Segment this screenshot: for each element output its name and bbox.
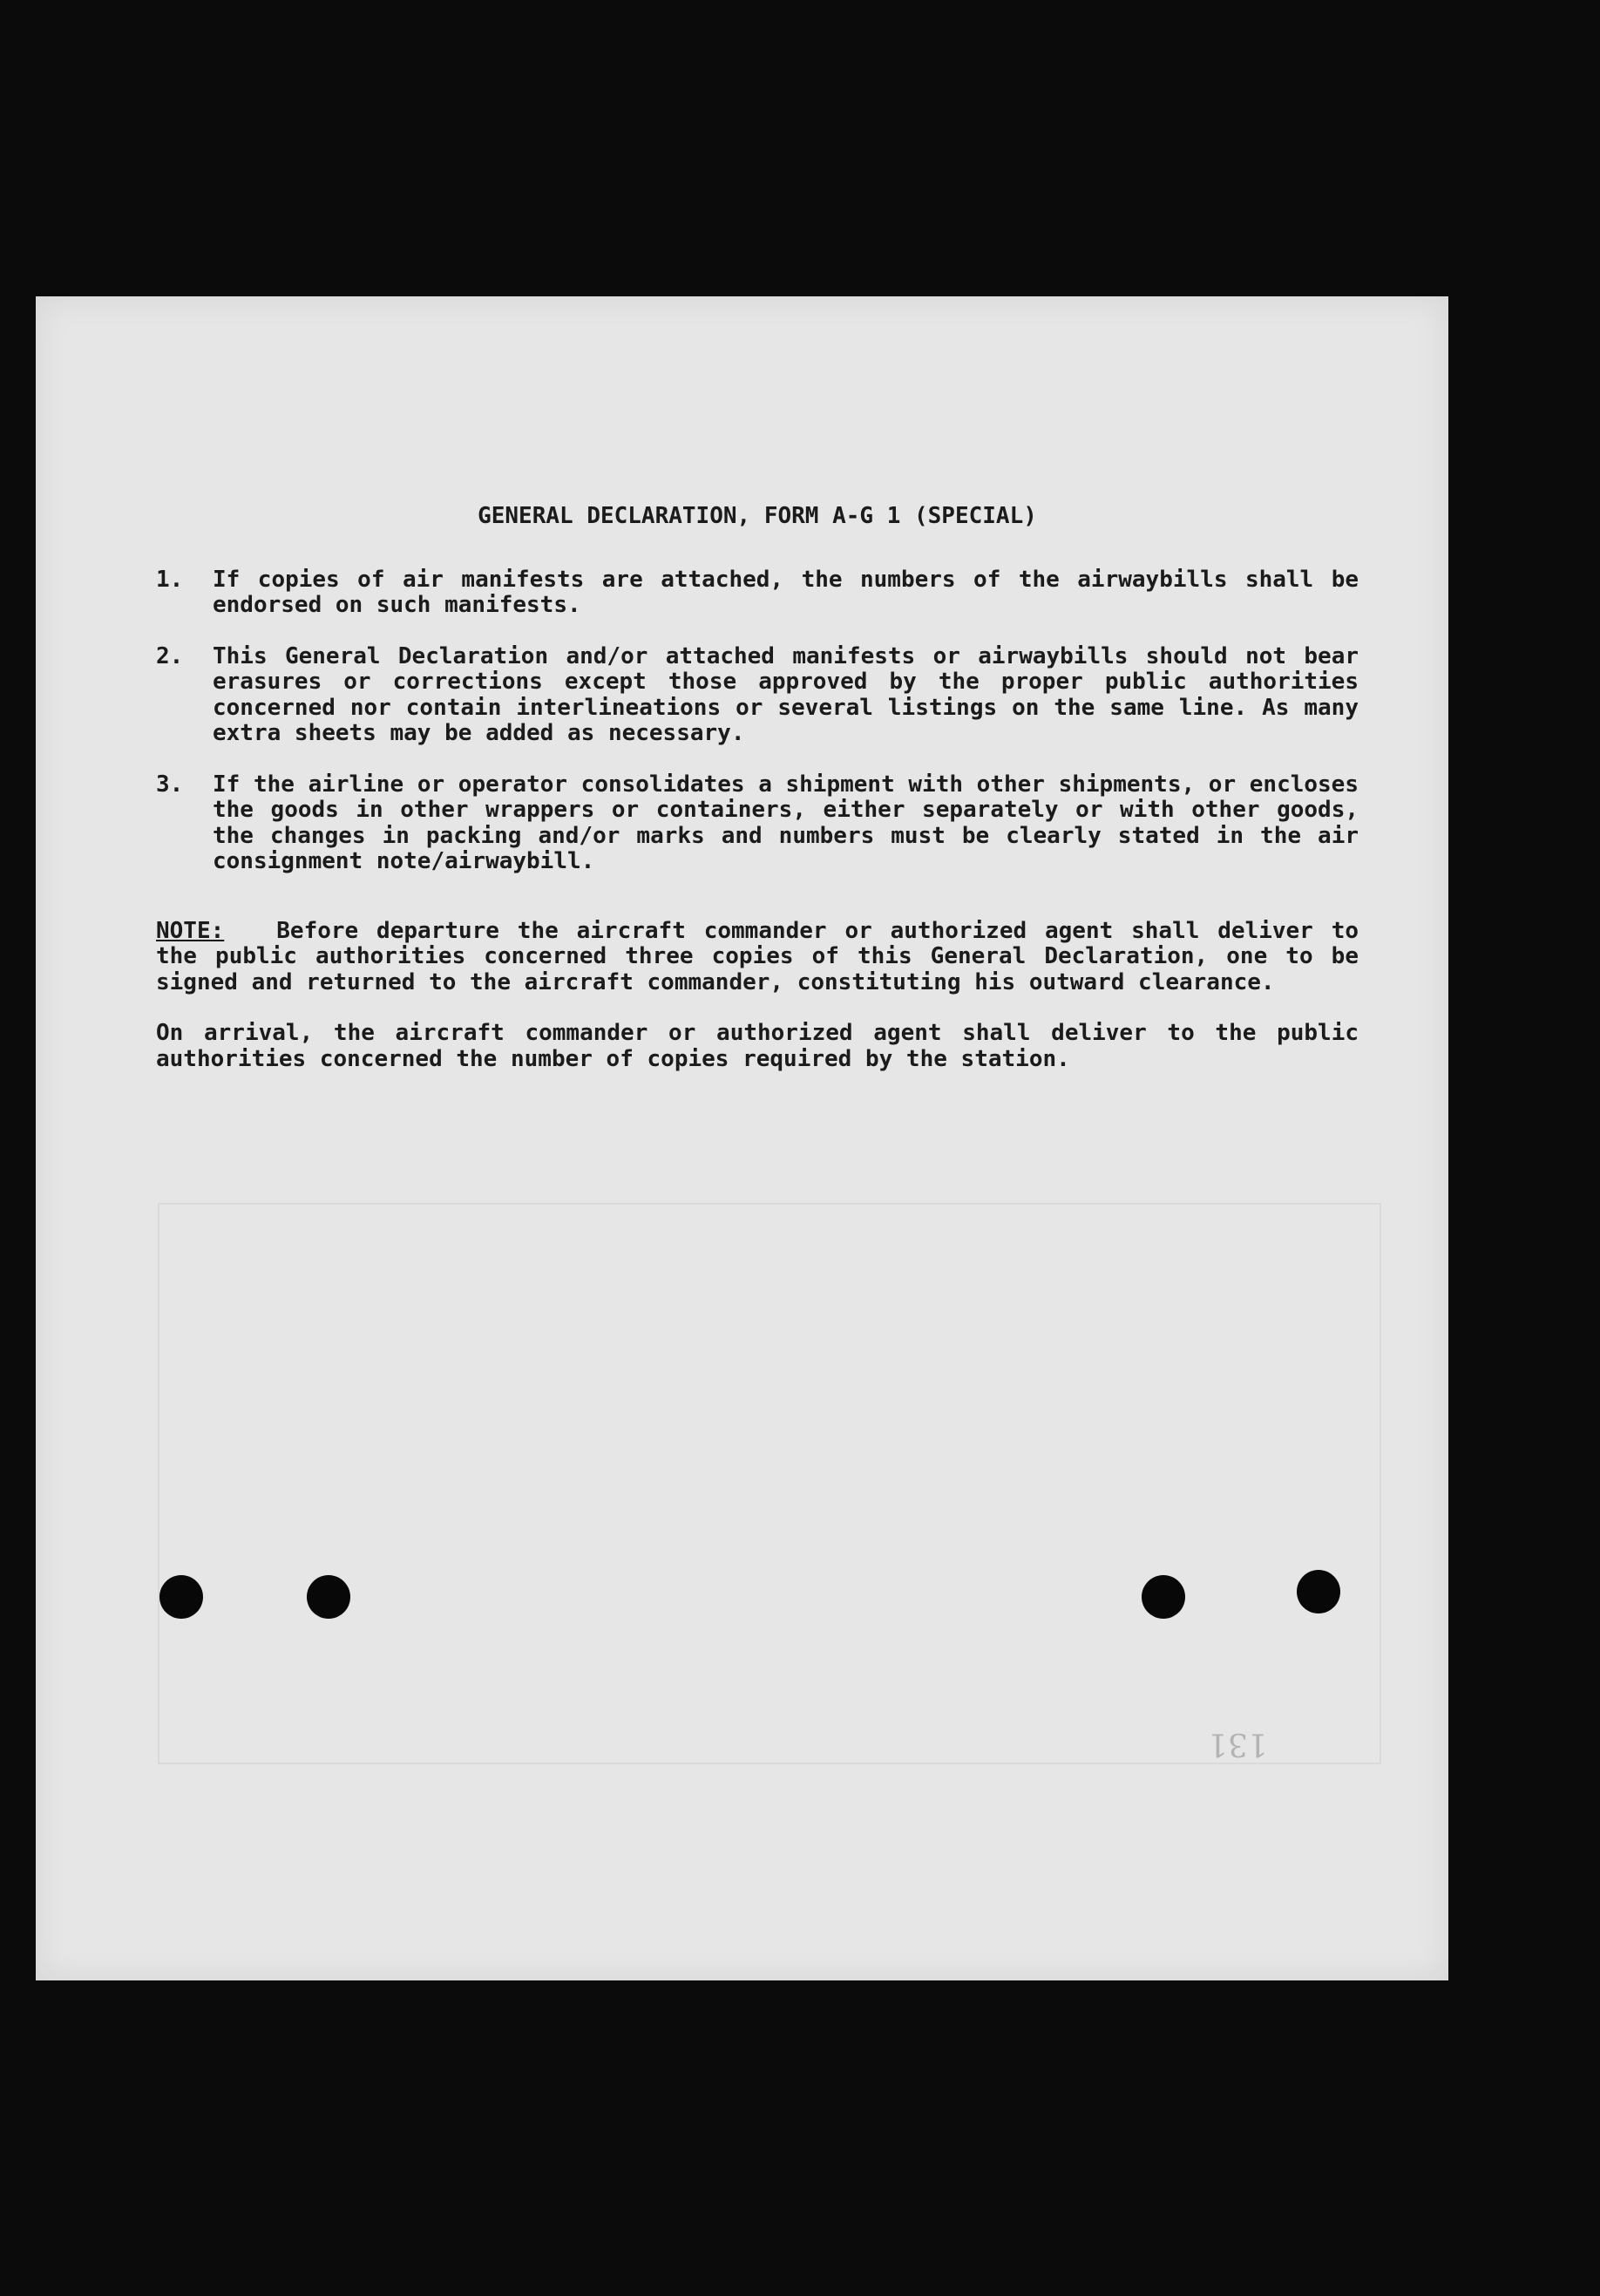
list-item (156, 772, 1359, 875)
item-text: If the airline or operator consolidates a shipment with other shipments, or encloses the goods in other wrappers or containers, either separately or with other goods, the changes in packing and/or marks and numbers must be clearly stated in the air consignment note/airwaybill. (213, 771, 1359, 874)
punch-hole (159, 1575, 203, 1619)
list-item (156, 567, 1359, 619)
item-number: 2. (156, 642, 184, 669)
list-item (156, 644, 1359, 747)
show-through-page-number: 131 (1208, 1726, 1268, 1762)
punch-hole (307, 1575, 350, 1619)
punch-hole (1142, 1575, 1185, 1619)
item-text: This General Declaration and/or attached manifests or airwaybills should not bear erasures or corrections except those approved by the proper public authorities concerned nor contain interlineations or several listings on the same line. As many extra sheets may be added as necessary. (213, 642, 1359, 746)
note-label: NOTE: (156, 917, 225, 944)
punch-hole (1297, 1570, 1340, 1613)
paper-sheet (36, 296, 1448, 1980)
arrival-paragraph: On arrival, the aircraft commander or authorized agent shall deliver to the public authorities concerned the number of copies required by the station. (156, 1020, 1359, 1072)
show-through-form-outline (158, 1203, 1381, 1764)
declaration-text (156, 504, 1359, 1072)
item-number: 3. (156, 771, 184, 798)
document-title: GENERAL DECLARATION, FORM A-G 1 (SPECIAL) (478, 503, 1037, 529)
item-text: If copies of air manifests are attached, the numbers of the airwaybills shall be endorsed on such manifests. (213, 566, 1359, 618)
note-text: Before departure the aircraft commander or authorized agent shall deliver to the public authorities concerned three copies of this General Declaration, one to be signed and returned to the aircraft commander, constituting his outward clearance. (156, 917, 1359, 995)
instruction-list (156, 567, 1359, 875)
item-number: 1. (156, 566, 184, 593)
note-paragraph (156, 919, 1359, 996)
